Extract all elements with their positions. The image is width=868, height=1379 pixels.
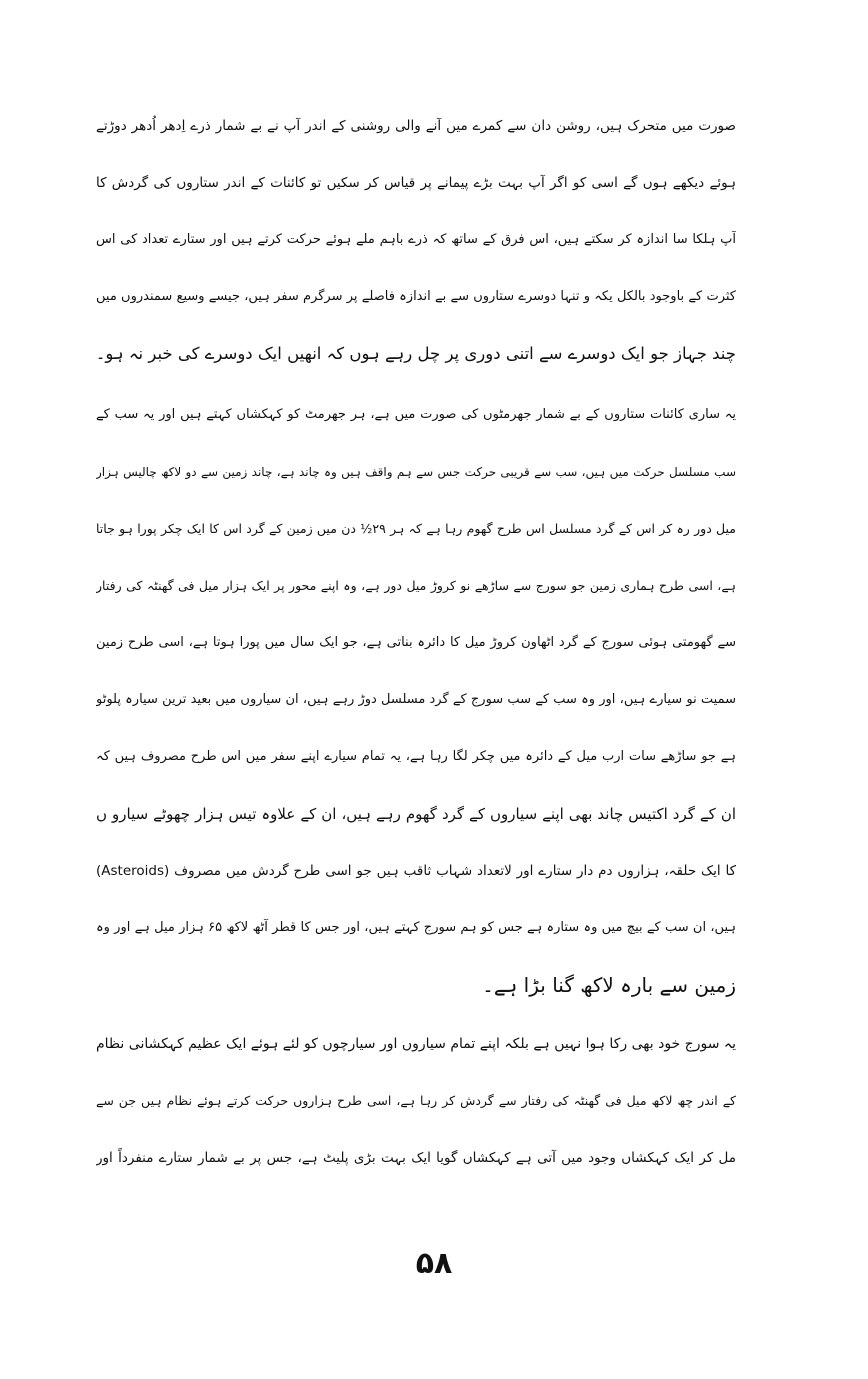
text-line: ہے جو ساڑھے سات ارب میل کے دائرہ میں چکر لگا رہا ہے، یہ تمام سیارے اپنے سفر میں اس طرح مصروف ہیں کہ bbox=[96, 749, 736, 764]
text-line: (Asteroids) کا ایک حلقہ، ہزاروں دم دار ستارے اور لاتعداد شہاب ثاقب ہیں جو اسی طرح گردش میں مصروف bbox=[96, 863, 736, 879]
text-line: چند جہاز جو ایک دوسرے سے اتنی دوری پر چل رہے ہوں کہ انھیں ایک دوسرے کی خبر نہ ہو۔ bbox=[96, 344, 736, 363]
text-line: ہوئے دیکھے ہوں گے اسی کو اگر آپ بہت بڑے پیمانے پر قیاس کر سکیں تو کائنات کے اندر ستاروں کی گردش کا bbox=[96, 175, 736, 191]
text-line: سمیت نو سیارے ہیں، اور وہ سب کے سب سورج کے گرد مسلسل دوڑ رہے ہیں، ان سیاروں میں بعید ترین سیارہ پلوٹو bbox=[96, 692, 736, 707]
text-line: کثرت کے باوجود بالکل یکہ و تنہا دوسرے ستاروں سے بے اندازہ فاصلے پر سرگرم سفر ہیں، جیسے وسیع سمندروں میں bbox=[96, 289, 736, 304]
text-line: مل کر ایک کہکشاں وجود میں آتی ہے کہکشاں گویا ایک بہت بڑی پلیٹ ہے، جس پر بے شمار ستارے منفرداً اور bbox=[96, 1150, 736, 1166]
text-line: ان کے گرد اکتیس چاند بھی اپنے سیاروں کے گرد گھوم رہے ہیں، ان کے علاوہ تیس ہزار چھوٹے سیارو ں bbox=[96, 805, 736, 823]
text-line: آپ ہلکا سا اندازہ کر سکتے ہیں، اس فرق کے ساتھ کہ ذرے باہم ملے ہوئے حرکت کرتے ہیں اور ستارے تعداد کی اس bbox=[96, 232, 736, 247]
text-line: ہیں، ان سب کے بیچ میں وہ ستارہ ہے جس کو ہم سورج کہتے ہیں، اور جس کا قطر آٹھ لاکھ ۶۵ ہزار میل ہے اور وہ bbox=[96, 920, 736, 935]
page-number: ۵۸ bbox=[415, 1246, 453, 1281]
text-line: میل دور رہ کر اس کے گرد مسلسل اس طرح گھوم رہا ہے کہ ہر ۲۹½ دن میں زمین کے گرد اس کا ایک چکر پورا ہو جاتا bbox=[96, 521, 736, 536]
text-line: یہ سورج خود بھی رکا ہوا نہیں ہے بلکہ اپنے تمام سیاروں اور سیارچوں کو لئے ہوئے ایک عظیم کہکشانی نظام bbox=[96, 1036, 736, 1052]
text-line: کے اندر چھ لاکھ میل فی گھنٹہ کی رفتار سے گردش کر رہا ہے، اسی طرح ہزاروں حرکت کرتے ہوئے نظام ہیں جن سے bbox=[96, 1093, 736, 1108]
text-line: سب مسلسل حرکت میں ہیں، سب سے قریبی حرکت جس سے ہم واقف ہیں وہ چاند ہے، چاند زمین سے دو لاکھ چالیس ہزار bbox=[96, 465, 736, 479]
text-line: سے گھومتی ہوئی سورج کے گرد اٹھاون کروڑ میل کا دائرہ بناتی ہے، جو ایک سال میں پورا ہوتا ہے، اسی طرح زمین bbox=[96, 635, 736, 650]
text-line: یہ ساری کائنات ستاروں کے بے شمار جھرمٹوں کی صورت میں ہے، ہر جھرمٹ کو کہکشاں کہتے ہیں اور یہ سب کے bbox=[96, 407, 736, 422]
text-line: صورت میں متحرک ہیں، روشن دان سے کمرے میں آنے والی روشنی کے اندر آپ نے بے شمار ذرے اِدھر اُدھر دوڑتے bbox=[96, 118, 736, 134]
text-line: ہے، اسی طرح ہماری زمین جو سورج سے ساڑھے نو کروڑ میل دور ہے، وہ اپنے محور پر ایک ہزار میل فی گھنٹہ کی رفتار bbox=[96, 578, 736, 593]
text-line: زمین سے بارہ لاکھ گنا بڑا ہے۔ bbox=[482, 973, 736, 997]
